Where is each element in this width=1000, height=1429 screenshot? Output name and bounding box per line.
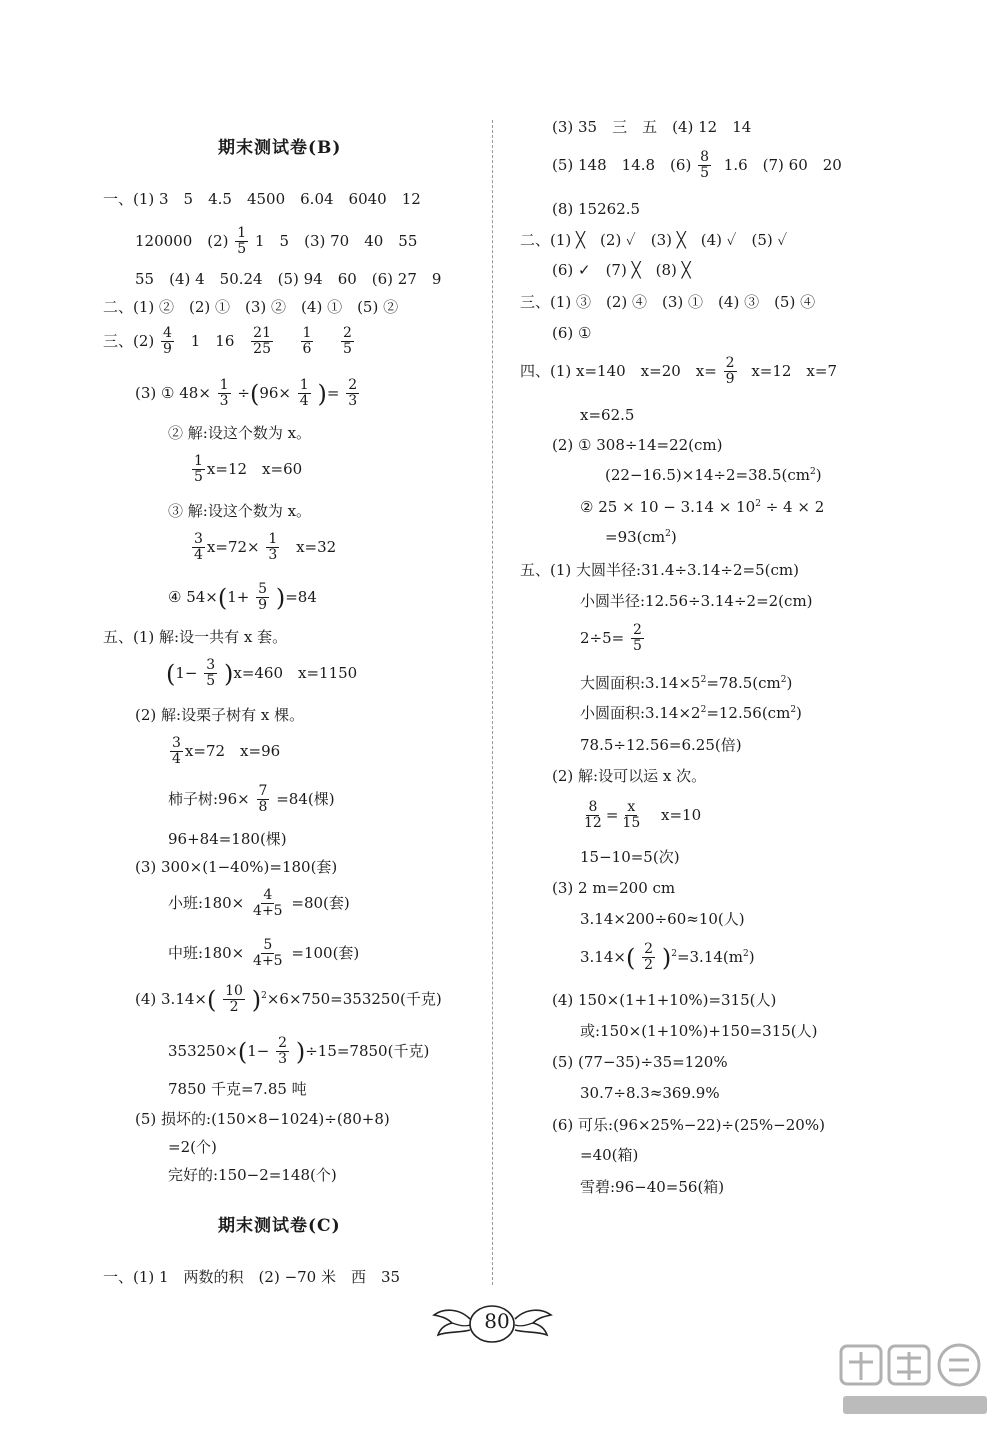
answer-line: (1− $\frac{3}{5}$ )x=460 x=1150 [166,657,358,690]
answer-line: 小圆半径:12.56÷3.14÷2=2(cm) [580,592,813,610]
answer-line: $=93(cm^2)$ [605,528,677,546]
fraction: $\frac{21}{25}$ [253,325,271,358]
fraction: $\frac{4}{9}$ [163,325,172,358]
answer-line: 二、(1) ② (2) ① (3) ② (4) ① (5) ② [103,298,399,316]
answer-line: $\frac{1}{5}$ x=12 x=60 [194,453,303,486]
answer-line: 小圆面积$:3.14\times 2^2=12.56(cm^2)$ [580,704,802,722]
page-number: 80 [484,1309,510,1333]
answer-line: 完好的:150−2=148(个) [168,1166,337,1184]
fraction: $\frac{1}{6}$ [302,325,312,358]
answer-line: (4) 150×(1+1+10%)=315(人) [552,991,777,1009]
answer-line: 3.14×200÷60≈10(人) [580,910,745,928]
answer-line: $(22-16.5)\times 14\div 2=38.5(cm^2)$ [605,466,822,484]
answer-line: (5) 损坏的:(150×8−1024)÷(80+8) [135,1110,390,1128]
answer-line: (3) ① 48× $\frac{1}{3}$ ÷(96× $\frac{1}{4}$ )= $\frac{2}{3}$ [135,377,358,410]
answer-line: 二、(1) ╳ (2) ✓ (3) ╳ (4) ✓ (5) ✓ [520,231,788,249]
answer-line: x=62.5 [580,406,635,424]
fraction: $\frac{1}{5}$ [194,453,203,486]
fraction: $\frac{3}{5}$ [206,657,216,690]
answer-line: =2(个) [168,1138,217,1156]
watermark-logo-icon [835,1340,995,1420]
answer-line: 四、(1) x=140 x=20 x= $\frac{2}{9}$ x=12 x=7 [520,355,837,388]
fraction: $\frac{1}{4}$ [299,377,309,410]
fraction: $\frac{4}{4+5}$ [253,887,283,920]
answer-line: =40(箱) [580,1146,639,1164]
fraction: $\frac{2}{3}$ [278,1035,288,1068]
fraction: $\frac{2}{5}$ [343,325,352,358]
answer-line: 大圆面积$:3.14\times 5^2=78.5(cm^2)$ [580,674,793,692]
answer-line: (5) (77−35)÷35=120% [552,1053,728,1071]
fraction: $\frac{5}{9}$ [258,581,268,614]
answer-line: ④ 54×(1+ $\frac{5}{9}$ )=84 [168,581,317,614]
answer-line: 55 (4) 4 50.24 (5) 94 60 (6) 27 9 [135,270,442,288]
answer-line: $\frac{3}{4}$ x=72× $\frac{1}{3}$ x=32 [194,531,337,564]
answer-line: (2) ① 308÷14=22(cm) [552,436,723,454]
answer-line: 三、(2) $\frac{4}{9}$ 1 16 $\frac{21}{25}$ $\frac{1}{6}$ $\frac{2}{5}$ [103,325,352,358]
section-title-b: 期末测试卷(B) [218,138,342,158]
fraction: $\frac{3}{4}$ [194,531,203,564]
answer-line: 小班:180× $\frac{4}{4+5}$ =80(套) [168,887,350,920]
fraction: $\frac{1}{3}$ [219,377,229,410]
answer-line: (3) 300×(1−40%)=180(套) [135,858,338,876]
answer-line: (4) 3.14×( $\frac{10}{2}$ )$^2$×6×750=353250(千克) [135,983,442,1016]
answer-line: (8) 15262.5 [552,200,641,218]
answer-line: 一、(1) 3 5 4.5 4500 6.04 6040 12 [103,190,421,208]
fraction: $\frac{7}{8}$ [258,783,268,816]
answer-line: (6) 可乐:(96×25%−22)÷(25%−20%) [552,1116,825,1134]
answer-line: 3.14×( $\frac{2}{2}$ )$^2=3.14(m^2)$ [580,941,755,974]
answer-line: 7850 千克=7.85 吨 [168,1080,307,1098]
answer-line: 柿子树:96× $\frac{7}{8}$ =84(棵) [168,783,335,816]
fraction: $\frac{x}{15}$ [622,799,641,832]
answer-line: 五、(1) 解:设一共有 x 套。 [103,628,288,646]
answer-line: $\frac{3}{4}$ x=72 x=96 [172,735,281,768]
answer-line: (6) ✓ (7) ╳ (8) ╳ [552,261,691,279]
answer-line: 或:150×(1+10%)+150=315(人) [580,1022,818,1040]
answer-line: 78.5÷12.56=6.25(倍) [580,736,742,754]
fraction: $\frac{2}{5}$ [633,622,642,655]
answer-line: (2) 解:设可以运 x 次。 [552,767,707,785]
answer-line: ② $25 \times 10 - 3.14 \times 10^2 \div 4 \times 2$ [580,498,825,516]
answer-line: 中班:180× $\frac{5}{4+5}$ =100(套) [168,937,360,970]
fraction: $\frac{8}{12}$ [584,799,602,832]
fraction: $\frac{5}{4+5}$ [253,937,283,970]
fraction: $\frac{1}{5}$ [237,225,247,258]
answer-line: ③ 解:设这个数为 x。 [168,502,312,520]
fraction: $\frac{2}{3}$ [348,377,358,410]
answer-line: $\frac{8}{12}$ = $\frac{x}{15}$ x=10 [584,799,702,832]
answer-line: 15−10=5(次) [580,848,680,866]
answer-line: 雪碧:96−40=56(箱) [580,1178,725,1196]
answer-line: (5) 148 14.8 (6) $\frac{8}{5}$ 1.6 (7) 60 20 [552,149,842,182]
answer-line: (3) 2 m=200 cm [552,879,676,897]
answer-line: 一、(1) 1 两数的积 (2) −70 米 西 35 [103,1268,401,1286]
answer-line: 30.7÷8.3≈369.9% [580,1084,720,1102]
section-title-c: 期末测试卷(C) [218,1216,341,1236]
fraction: $\frac{10}{2}$ [225,983,243,1016]
column-divider [492,120,493,1285]
answer-line: 三、(1) ③ (2) ④ (3) ① (4) ③ (5) ④ [520,293,816,311]
answer-line: (2) 解:设栗子树有 x 棵。 [135,706,305,724]
answer-line: (6) ① [552,324,592,342]
answer-line: 120000 (2) $\frac{1}{5}$ 1 5 (3) 70 40 55 [135,225,418,258]
answer-line: 2÷5= $\frac{2}{5}$ [580,622,642,655]
answer-line: 353250×(1− $\frac{2}{3}$ )÷15=7850(千克) [168,1035,430,1068]
fraction: $\frac{2}{2}$ [644,941,654,974]
fraction: $\frac{2}{9}$ [725,355,735,388]
fraction: $\frac{3}{4}$ [172,735,181,768]
answer-line: (3) 35 三 五 (4) 12 14 [552,118,752,136]
fraction: $\frac{8}{5}$ [700,149,709,182]
answer-line: ② 解:设这个数为 x。 [168,424,312,442]
fraction: $\frac{1}{3}$ [268,531,278,564]
answer-line: 五、(1) 大圆半径:31.4÷3.14÷2=5(cm) [520,561,799,579]
answer-line: 96+84=180(棵) [168,830,287,848]
